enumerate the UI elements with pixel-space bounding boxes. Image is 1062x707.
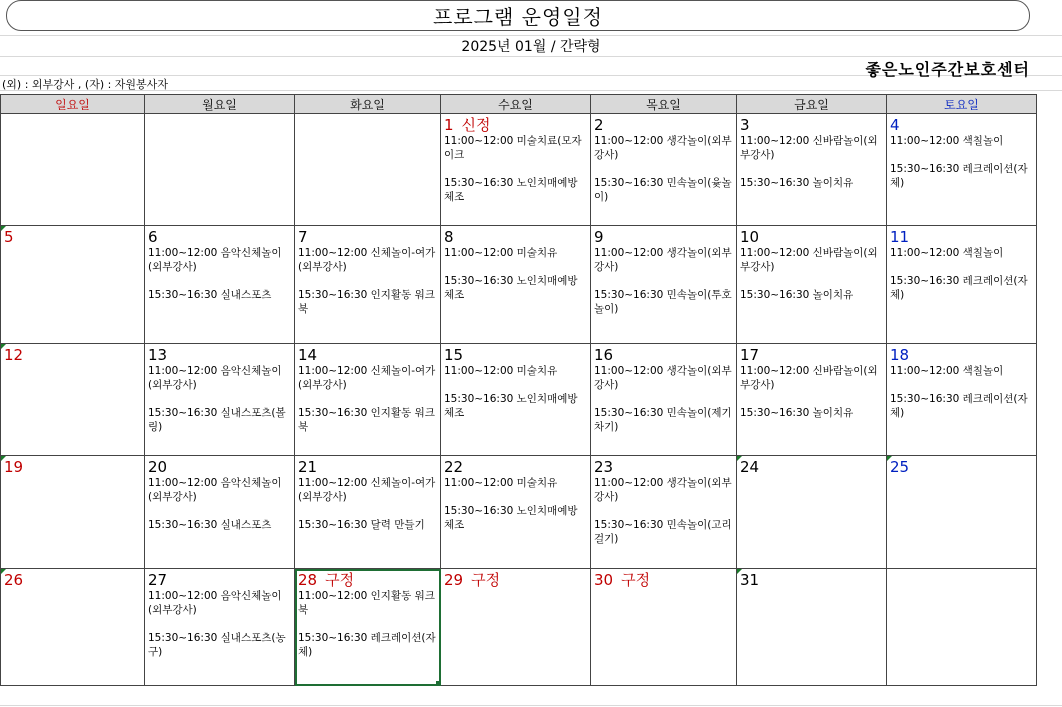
day-header [298,458,437,476]
event-item: 11:00~12:00 신바람놀이(외부강사) [740,365,878,391]
event-spacer [298,392,437,406]
day-cell[interactable] [887,569,1037,686]
event-item: 15:30~16:30 레크레이션(자체) [890,163,1028,189]
event-item: 11:00~12:00 미술치료(모자이크 [444,135,582,161]
event-spacer [444,162,587,176]
weekday-header-row [1,95,1037,114]
day-number: 17 [740,346,760,364]
day-number: 26 [4,571,24,589]
event-item: 15:30~16:30 레크레이션(자체) [298,632,436,658]
day-cell[interactable] [145,456,295,569]
day-cell[interactable] [737,114,887,226]
day-number: 16 [594,346,614,364]
day-header [740,458,883,476]
day-cell[interactable] [737,226,887,344]
day-header [444,571,587,589]
page-title: 프로그램 운영일정 [6,0,1030,31]
day-header [594,228,733,246]
day-number: 1 [444,116,454,134]
event-item: 11:00~12:00 음악신체놀이(외부강사) [148,590,282,616]
week-row [1,344,1037,456]
event-spacer [890,148,1033,162]
day-header [444,346,587,364]
event-item: 11:00~12:00 신바람놀이(외부강사) [740,247,878,273]
event-spacer [148,274,291,288]
weekday-thursday[interactable]: 목요일 [591,95,737,114]
event-item: 11:00~12:00 미술치유 [444,477,558,489]
event-spacer [740,392,883,406]
event-item: 11:00~12:00 신체놀이-여가(외부강사) [298,365,436,391]
event-item: 15:30~16:30 레크레이션(자체) [890,393,1028,419]
comment-marker-icon [737,456,742,461]
day-cell[interactable] [1,569,145,686]
day-number: 21 [298,458,318,476]
event-item: 15:30~16:30 실내스포츠 [148,519,272,531]
day-number: 5 [4,228,14,246]
day-header [890,458,1033,476]
day-header [298,346,437,364]
day-number: 30 [594,571,614,589]
event-item: 15:30~16:30 실내스포츠(농구) [148,632,286,658]
day-header [444,458,587,476]
day-number: 6 [148,228,158,246]
event-item: 11:00~12:00 생각놀이(외부강사) [594,135,732,161]
calendar-table [0,94,1037,686]
event-item: 11:00~12:00 신체놀이-여가(외부강사) [298,477,436,503]
day-number: 7 [298,228,308,246]
event-spacer [444,378,587,392]
event-item: 15:30~16:30 노인치매예방체조 [444,275,578,301]
day-cell[interactable] [1,226,145,344]
day-cell[interactable] [591,569,737,686]
comment-marker-icon [887,456,892,461]
holiday-note: 구정 [471,571,501,589]
day-number: 3 [740,116,750,134]
day-cell[interactable] [591,344,737,456]
event-item: 15:30~16:30 노인치매예방체조 [444,505,578,531]
event-spacer [444,260,587,274]
event-spacer [298,617,437,631]
day-header [148,228,291,246]
day-cell[interactable] [591,114,737,226]
day-header [4,346,141,364]
event-spacer [148,617,291,631]
day-cell[interactable] [441,456,591,569]
day-cell[interactable] [295,114,441,226]
day-number: 29 [444,571,464,589]
day-cell[interactable] [887,114,1037,226]
day-cell[interactable] [591,226,737,344]
day-header [298,228,437,246]
day-cell[interactable] [295,226,441,344]
day-header [890,346,1033,364]
event-spacer [740,162,883,176]
day-header [594,346,733,364]
holiday-note: 신정 [461,116,491,134]
event-spacer [148,392,291,406]
event-item: 15:30~16:30 실내스포츠 [148,289,272,301]
day-cell[interactable] [145,569,295,686]
day-number: 4 [890,116,900,134]
day-cell[interactable] [1,344,145,456]
holiday-note: 구정 [621,571,651,589]
legend: (외) : 외부강사 , (자) : 자원봉사자 [2,78,168,91]
day-number: 18 [890,346,910,364]
event-item: 15:30~16:30 노인치매예방체조 [444,393,578,419]
day-number: 14 [298,346,318,364]
day-number: 11 [890,228,910,246]
event-item: 11:00~12:00 신바람놀이(외부강사) [740,135,878,161]
event-item: 11:00~12:00 생각놀이(외부강사) [594,247,732,273]
day-header [594,458,733,476]
day-number: 19 [4,458,24,476]
day-header [740,228,883,246]
event-item: 11:00~12:00 음악신체놀이(외부강사) [148,477,282,503]
weekday-tuesday[interactable]: 화요일 [295,95,441,114]
event-spacer [594,504,733,518]
day-header [740,571,883,589]
event-item: 11:00~12:00 생각놀이(외부강사) [594,477,732,503]
day-number: 2 [594,116,604,134]
day-number: 15 [444,346,464,364]
event-spacer [890,260,1033,274]
event-item: 15:30~16:30 민속놀이(고리걸기) [594,519,732,545]
comment-marker-icon [1,569,6,574]
event-item: 11:00~12:00 음악신체놀이(외부강사) [148,247,282,273]
comment-marker-icon [1,456,6,461]
weekday-sunday[interactable]: 일요일 [1,95,145,114]
day-number: 10 [740,228,760,246]
weekday-friday[interactable]: 금요일 [737,95,887,114]
day-header [890,228,1033,246]
event-item: 11:00~12:00 색칠놀이 [890,247,1004,259]
event-item: 11:00~12:00 인지활동 워크북 [298,590,435,616]
event-item: 15:30~16:30 인지활동 워크북 [298,289,435,315]
event-item: 15:30~16:30 놀이치유 [740,177,854,189]
day-header [594,571,733,589]
event-spacer [594,274,733,288]
event-item: 11:00~12:00 색칠놀이 [890,135,1004,147]
day-number: 22 [444,458,464,476]
day-number: 12 [4,346,24,364]
day-header [148,346,291,364]
day-cell-selected[interactable] [295,569,441,686]
event-item: 15:30~16:30 달력 만들기 [298,519,425,531]
day-number: 24 [740,458,760,476]
day-number: 9 [594,228,604,246]
subtitle: 2025년 01월 / 간략형 [461,39,601,55]
day-number: 23 [594,458,614,476]
event-spacer [444,490,587,504]
day-header [4,458,141,476]
day-cell[interactable] [887,344,1037,456]
event-item: 11:00~12:00 색칠놀이 [890,365,1004,377]
day-cell[interactable] [145,114,295,226]
center-name: 좋은노인주간보호센터 [865,60,1030,79]
day-header [444,116,587,134]
event-item: 11:00~12:00 생각놀이(외부강사) [594,365,732,391]
event-item: 15:30~16:30 노인치매예방체조 [444,177,578,203]
event-spacer [594,392,733,406]
weekday-monday[interactable]: 월요일 [145,95,295,114]
event-item: 11:00~12:00 신체놀이-여가(외부강사) [298,247,436,273]
event-spacer [298,504,437,518]
day-number: 8 [444,228,454,246]
event-spacer [890,378,1033,392]
event-spacer [740,274,883,288]
day-cell[interactable] [1,114,145,226]
event-item: 15:30~16:30 민속놀이(제기차기) [594,407,732,433]
week-row [1,226,1037,344]
day-cell[interactable] [295,456,441,569]
holiday-note: 구정 [325,571,355,589]
event-spacer [298,274,437,288]
event-item: 15:30~16:30 실내스포츠(볼링) [148,407,286,433]
event-item: 15:30~16:30 민속놀이(투호놀이) [594,289,732,315]
event-item: 15:30~16:30 놀이치유 [740,289,854,301]
day-header [740,116,883,134]
event-spacer [594,162,733,176]
day-number: 31 [740,571,760,589]
day-cell[interactable] [441,226,591,344]
day-cell[interactable] [737,344,887,456]
weekday-wednesday[interactable]: 수요일 [441,95,591,114]
day-cell[interactable] [295,344,441,456]
day-header [298,571,437,589]
day-header [890,116,1033,134]
day-cell[interactable] [591,456,737,569]
sheet-gridline [0,705,1062,706]
event-item: 15:30~16:30 놀이치유 [740,407,854,419]
day-number: 13 [148,346,168,364]
comment-marker-icon [1,344,6,349]
day-cell[interactable] [441,569,591,686]
event-item: 11:00~12:00 음악신체놀이(외부강사) [148,365,282,391]
day-header [444,228,587,246]
event-item: 15:30~16:30 민속놀이(윷놀이) [594,177,732,203]
day-cell[interactable] [145,226,295,344]
event-item: 11:00~12:00 미술치유 [444,247,558,259]
comment-marker-icon [1,226,6,231]
comment-marker-icon [737,569,742,574]
day-number: 27 [148,571,168,589]
day-cell[interactable] [441,114,591,226]
week-row [1,456,1037,569]
week-row [1,114,1037,226]
event-item: 15:30~16:30 인지활동 워크북 [298,407,435,433]
day-cell[interactable] [887,456,1037,569]
day-cell[interactable] [145,344,295,456]
event-item: 15:30~16:30 레크레이션(자체) [890,275,1028,301]
event-spacer [148,504,291,518]
day-cell[interactable] [441,344,591,456]
day-header [594,116,733,134]
weekday-saturday[interactable]: 토요일 [887,95,1037,114]
day-header [148,571,291,589]
day-cell[interactable] [1,456,145,569]
day-number: 25 [890,458,910,476]
day-header [4,228,141,246]
day-cell[interactable] [887,226,1037,344]
day-number: 20 [148,458,168,476]
week-row [1,569,1037,686]
day-header [740,346,883,364]
day-header [148,458,291,476]
day-header [4,571,141,589]
event-item: 11:00~12:00 미술치유 [444,365,558,377]
day-number: 28 [298,571,318,589]
day-cell[interactable] [737,569,887,686]
day-cell[interactable] [737,456,887,569]
